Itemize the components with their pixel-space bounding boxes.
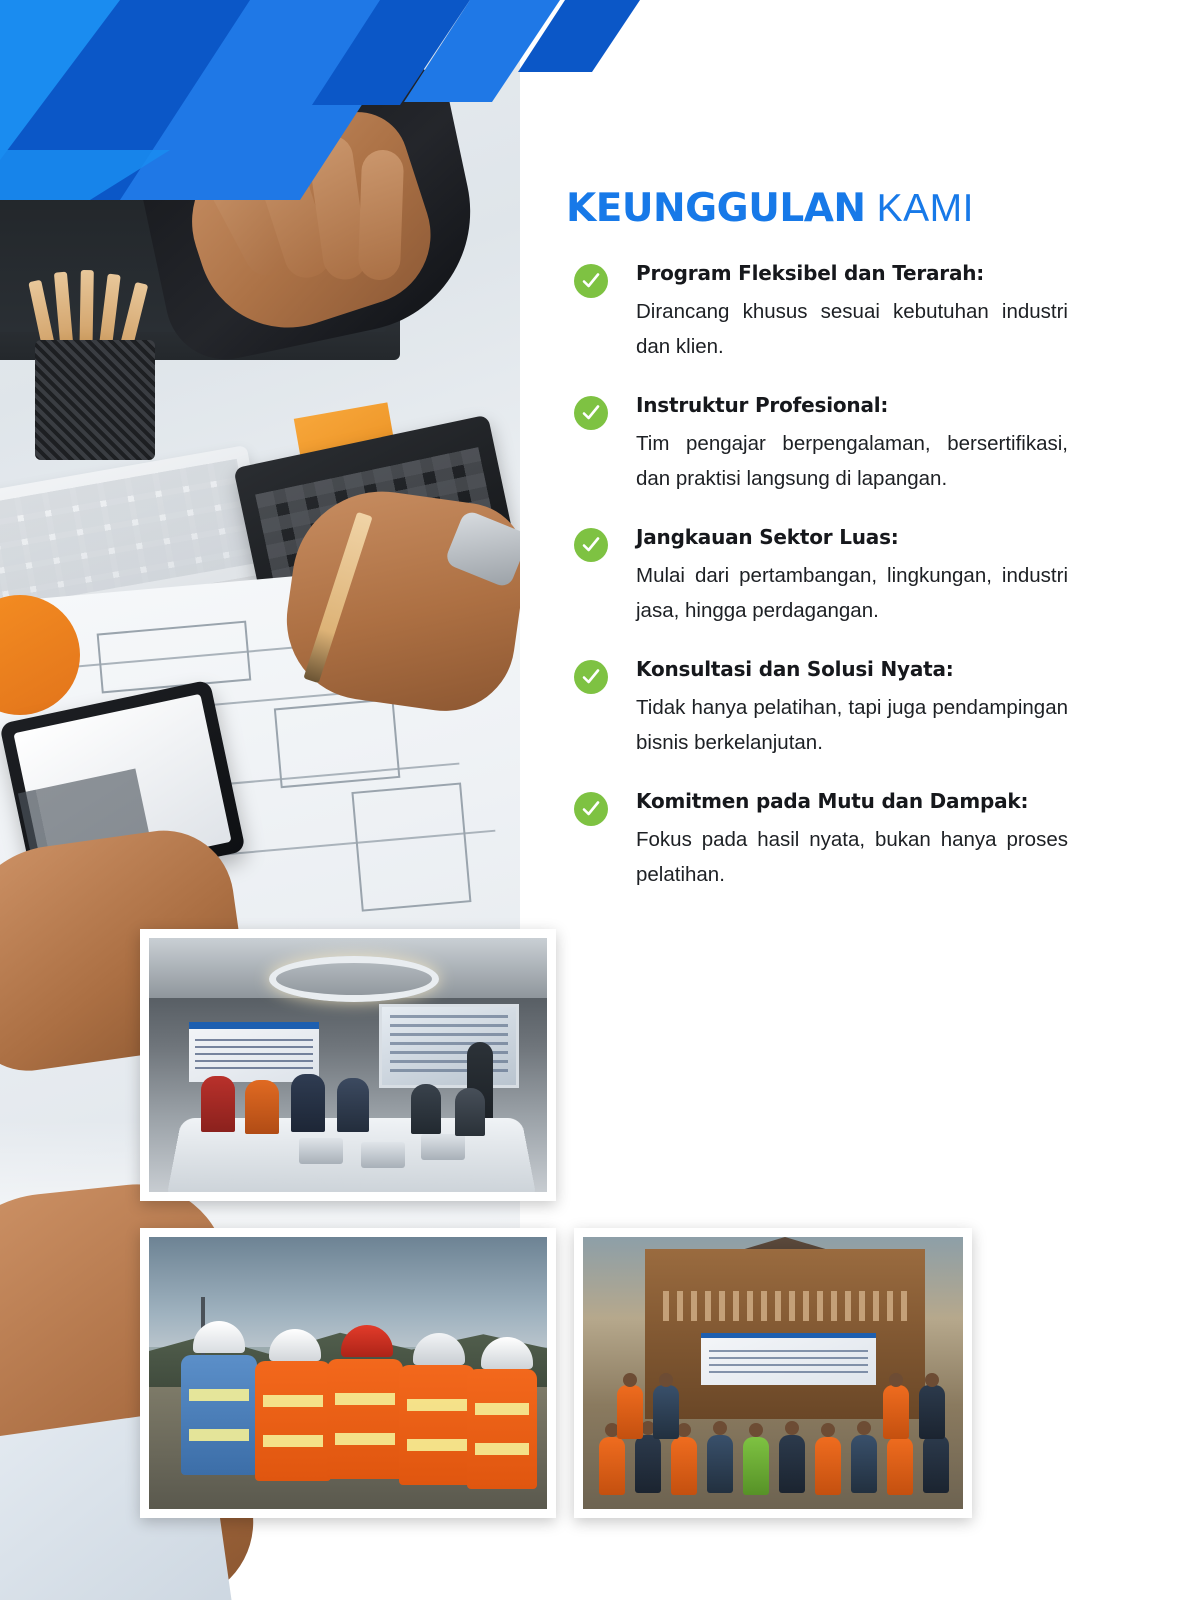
pen-holder-shape	[35, 340, 155, 460]
list-item	[568, 258, 1068, 364]
check-circle-icon	[574, 396, 608, 430]
check-circle-icon	[574, 264, 608, 298]
list-item-title: Konsultasi dan Solusi Nyata:	[636, 657, 954, 681]
list-item-title: Komitmen pada Mutu dan Dampak:	[636, 789, 1029, 813]
check-circle-icon	[574, 660, 608, 694]
check-circle-icon	[574, 792, 608, 826]
list-item	[568, 390, 1068, 496]
group-photo	[574, 1228, 972, 1518]
list-item-title: Jangkauan Sektor Luas:	[636, 525, 899, 549]
list-item-description: Fokus pada hasil nyata, bukan hanya proses pelatihan.	[636, 828, 1068, 886]
list-item-description: Dirancang khusus sesuai kebutuhan industri dan klien.	[636, 300, 1068, 358]
list-item-title: Program Fleksibel dan Terarah:	[636, 261, 985, 285]
page-title-bold: KEUNGGULAN	[566, 186, 866, 231]
list-item	[568, 654, 1068, 760]
page-title	[566, 186, 974, 231]
list-item-description: Tim pengajar berpengalaman, bersertifikasi, dan praktisi langsung di lapangan.	[636, 432, 1068, 490]
list-item-title: Instruktur Profesional:	[636, 393, 889, 417]
meeting-room-photo	[140, 929, 556, 1201]
list-item	[568, 522, 1068, 628]
advantages-list	[568, 258, 1068, 918]
list-item-description: Mulai dari pertambangan, lingkungan, industri jasa, hingga perdagangan.	[636, 564, 1068, 622]
list-item-description: Tidak hanya pelatihan, tapi juga pendampingan bisnis berkelanjutan.	[636, 696, 1068, 754]
list-item	[568, 786, 1068, 892]
field-workers-photo	[140, 1228, 556, 1518]
check-circle-icon	[574, 528, 608, 562]
page-title-light: KAMI	[876, 187, 974, 230]
